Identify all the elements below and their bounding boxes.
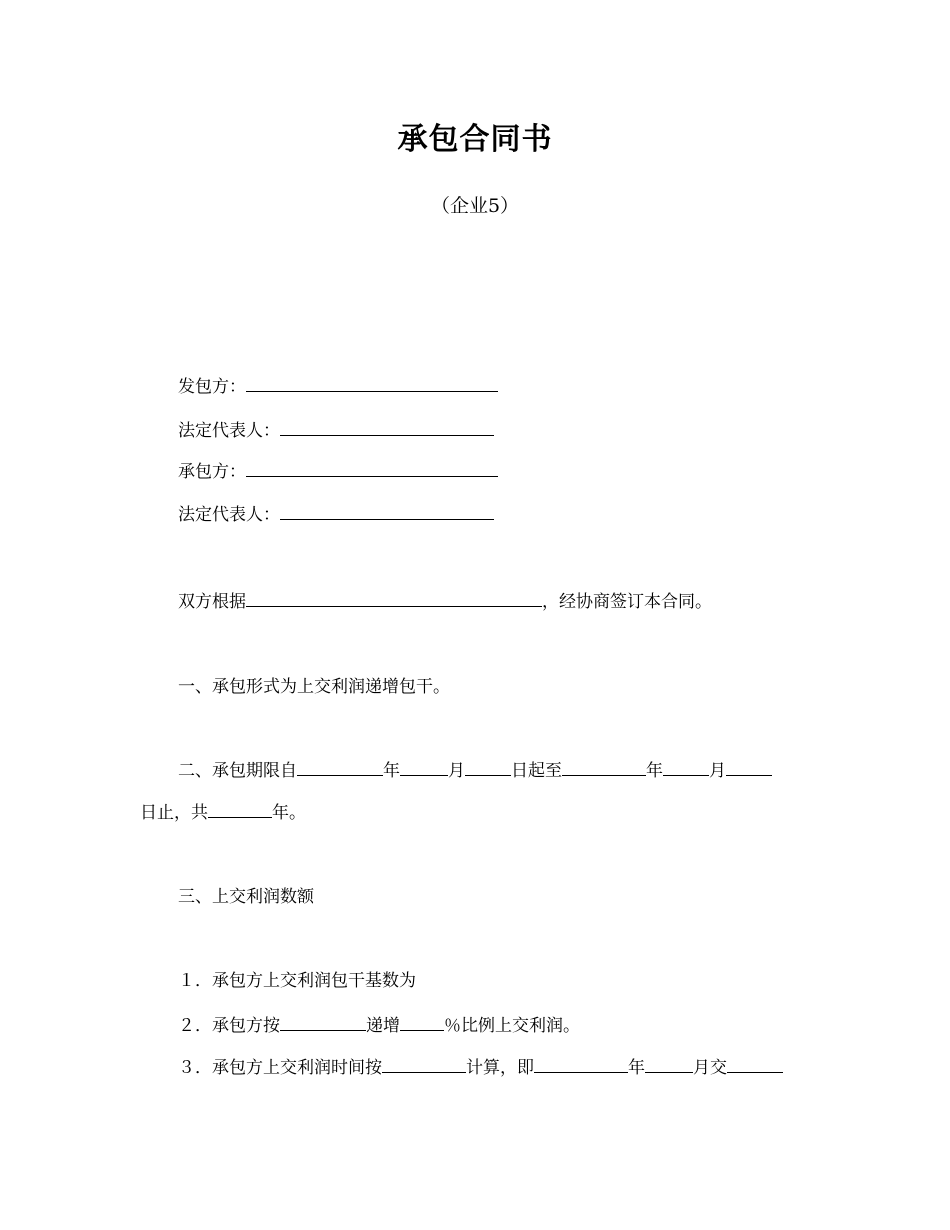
contractor-blank[interactable] — [246, 459, 498, 477]
employer-rep-blank[interactable] — [280, 418, 494, 436]
item-3-amount-blank[interactable] — [727, 1055, 783, 1073]
item-3-prefix: ３．承包方上交利润时间按 — [178, 1058, 382, 1078]
page-title: 承包合同书 — [397, 122, 553, 157]
end-month-blank[interactable] — [663, 758, 709, 776]
item-3-mid: 计算，即 — [466, 1058, 534, 1078]
item-3-method-blank[interactable] — [382, 1055, 466, 1073]
contractor-line — [178, 459, 498, 485]
clause-2-day-to: 日止，共 — [140, 803, 208, 823]
total-years-blank[interactable] — [208, 800, 272, 818]
contractor-rep-blank[interactable] — [280, 502, 494, 520]
start-month-blank[interactable] — [400, 758, 448, 776]
end-year-label: 年 — [646, 761, 663, 781]
clause-2-prefix: 二、承包期限自 — [178, 761, 297, 781]
end-year-blank[interactable] — [562, 758, 646, 776]
clause-3-heading: 三、上交利润数额 — [178, 887, 314, 907]
item-3-month-label: 月交 — [693, 1058, 727, 1078]
employer-blank[interactable] — [246, 374, 498, 392]
page-subtitle: （企业5） — [430, 195, 520, 217]
employer-label: 发包方： — [178, 377, 246, 397]
basis-blank[interactable] — [246, 589, 542, 607]
total-years-label: 年。 — [272, 803, 306, 823]
item-2-prefix: ２．承包方按 — [178, 1016, 280, 1036]
item-3-year-blank[interactable] — [534, 1055, 628, 1073]
item-2-rate-blank[interactable] — [400, 1013, 444, 1031]
start-year-blank[interactable] — [297, 758, 383, 776]
contractor-rep-line — [178, 502, 494, 528]
end-day-blank[interactable] — [726, 758, 772, 776]
employer-rep-label: 法定代表人： — [178, 421, 280, 441]
item-3-year-label: 年 — [628, 1058, 645, 1078]
item-2-basis-blank[interactable] — [280, 1013, 366, 1031]
contractor-label: 承包方： — [178, 462, 246, 482]
employer-line — [178, 374, 498, 400]
contractor-rep-label: 法定代表人： — [178, 505, 280, 525]
start-year-label: 年 — [383, 761, 400, 781]
basis-prefix: 双方根据 — [178, 592, 246, 612]
clause-3-item-3 — [178, 1055, 783, 1081]
item-2-suffix: ％比例上交利润。 — [444, 1016, 580, 1036]
basis-suffix: ，经协商签订本合同。 — [542, 592, 712, 612]
item-3-month-blank[interactable] — [645, 1055, 693, 1073]
clause-2-line-1 — [178, 758, 772, 784]
clause-2-line-2 — [140, 800, 306, 826]
employer-rep-line — [178, 418, 494, 444]
clause-3-item-1: １．承包方上交利润包干基数为 — [178, 971, 416, 991]
start-day-blank[interactable] — [465, 758, 511, 776]
end-month-label: 月 — [709, 761, 726, 781]
item-2-mid: 递增 — [366, 1016, 400, 1036]
clause-3-item-2 — [178, 1013, 580, 1039]
start-day-label: 日起至 — [511, 761, 562, 781]
basis-line — [178, 589, 712, 615]
start-month-label: 月 — [448, 761, 465, 781]
clause-1: 一、承包形式为上交利润递增包干。 — [178, 677, 450, 697]
